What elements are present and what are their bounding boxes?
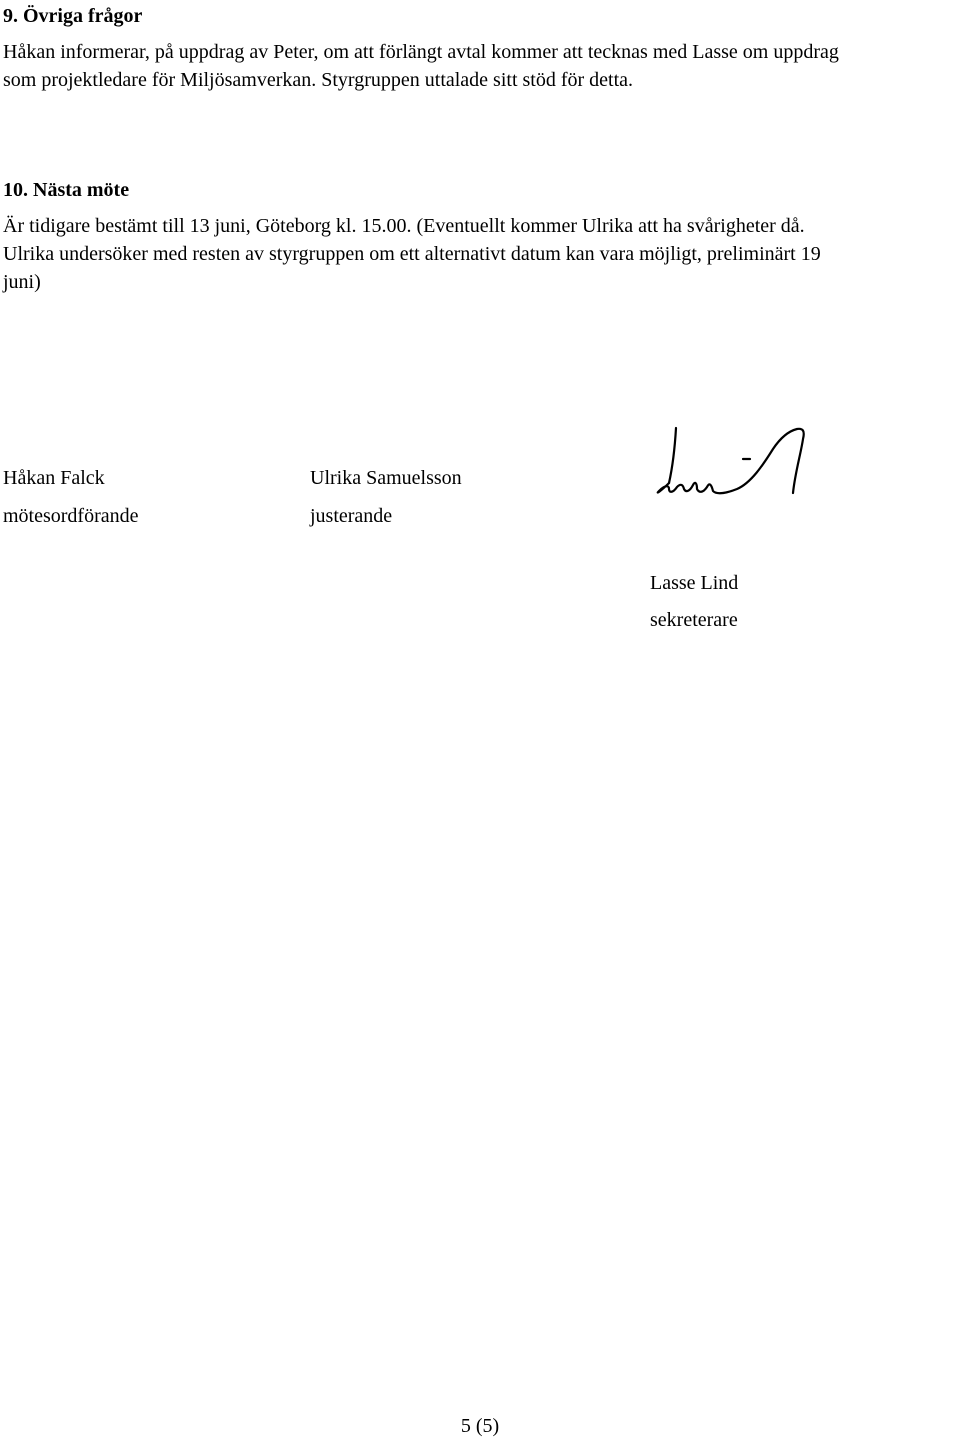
section-9-heading: 9. Övriga frågor: [3, 5, 143, 27]
paragraph-line: som projektledare för Miljösamverkan. Styrgruppen uttalade sitt stöd för detta.: [3, 69, 634, 91]
paragraph-line: Ulrika undersöker med resten av styrgruppen om ett alternativt datum kan vara möjligt, preliminärt 19: [3, 243, 821, 265]
paragraph-line: juni): [3, 271, 41, 293]
paragraph-line: Är tidigare bestämt till 13 juni, Göteborg kl. 15.00. (Eventuellt kommer Ulrika att ha svårigheter då.: [3, 215, 805, 237]
page-number: 5 (5): [460, 1415, 500, 1437]
signatory-name-adjuster: Ulrika Samuelsson: [310, 467, 462, 489]
paragraph-line: Håkan informerar, på uppdrag av Peter, om att förlängt avtal kommer att tecknas med Lasse om uppdrag: [3, 41, 839, 63]
section-9-paragraph: [3, 38, 958, 94]
section-10-heading: 10. Nästa möte: [3, 179, 130, 201]
signatory-role-adjuster: justerande: [310, 505, 393, 527]
signatory-role-chair: mötesordförande: [3, 505, 139, 527]
handwritten-signature: [655, 425, 810, 500]
signatory-name-secretary: Lasse Lind: [650, 572, 739, 594]
signatory-role-secretary: sekreterare: [650, 609, 738, 631]
signatory-name-chair: Håkan Falck: [3, 467, 105, 489]
section-10-paragraph: [3, 212, 958, 296]
